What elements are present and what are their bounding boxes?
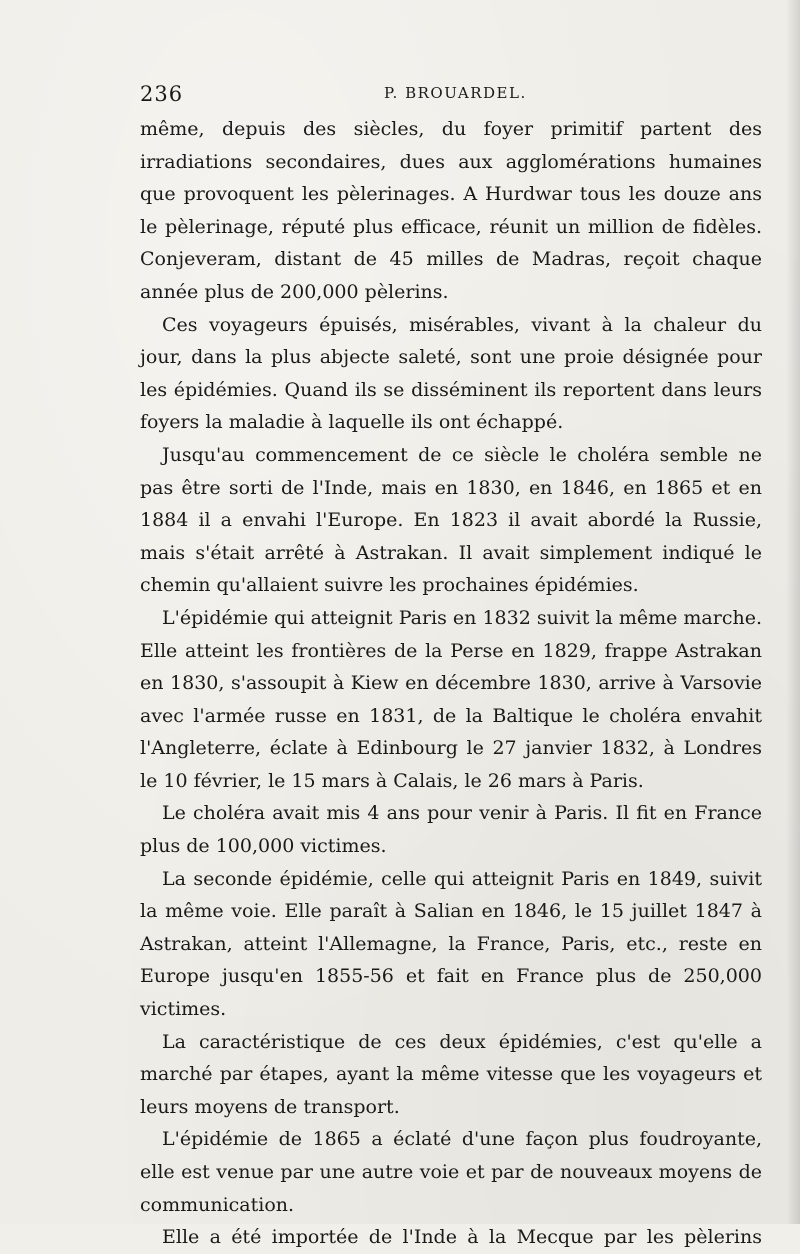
running-title: P. BROUARDEL. — [384, 84, 527, 102]
paragraph: Jusqu'au commencement de ce siècle le choléra semble ne pas être sorti de l'Inde, mais en 1830, en 1846, en 1865 et en 1884 il a envahi l'Europe. En 1823 il avait abordé la Russie, mais s'était arrêté à Astrakan. Il avait simplement indiqué le chemin qu'allaient suivre les prochaines épidémies. — [140, 443, 762, 597]
paragraph: L'épidémie qui atteignit Paris en 1832 suivit la même marche. Elle atteint les frontières de la Perse en 1829, frappe Astrakan en 1830, s'assoupit à Kiew en décembre 1830, arrive à Varsovie avec l'armée russe en 1831, de la Baltique le choléra envahit l'Angleterre, éclate à Edinbourg le 27 janvier 1832, à Londres le 10 février, le 15 mars à Calais, le 26 mars à Paris. — [140, 606, 762, 792]
paragraph: Elle a été importée de l'Inde à la Mecque par les pèlerins — [162, 1226, 762, 1249]
paragraph: Le choléra avait mis 4 ans pour venir à Paris. Il fit en France plus de 100,000 victimes. — [140, 802, 762, 858]
paragraph: La seconde épidémie, celle qui atteignit Paris en 1849, suivit la même voie. Elle paraît à Salian en 1846, le 15 juillet 1847 à Astrakan, atteint l'Allemagne, la France, Paris, etc., reste en Europe jusqu'en 1855-56 et fait en France plus de 250,000 victimes. — [140, 867, 762, 1021]
paragraph-continuation: même, depuis des siècles, du foyer primitif partent des irradiations secondaires, dues aux agglomérations humaines que provoquent les pèlerinages. A Hurdwar tous les douze ans le pèlerinage, réputé plus efficace, réunit un million de fidèles. Conjeveram, distant de 45 milles de Madras, reçoit chaque année plus de 200,000 pèlerins. — [140, 118, 762, 303]
paragraph: L'épidémie de 1865 a éclaté d'une façon plus foudroyante, elle est venue par une autre voie et par de nouveaux moyens de communication. — [140, 1128, 762, 1216]
paragraph: La caractéristique de ces deux épidémies, c'est qu'elle a marché par étapes, ayant la même vitesse que les voyageurs et leurs moyens de transport. — [140, 1030, 762, 1118]
page-number: 236 — [140, 82, 184, 106]
page-header — [140, 82, 762, 112]
body-text — [140, 113, 762, 1254]
paragraph: Ces voyageurs épuisés, misérables, vivant à la chaleur du jour, dans la plus abjecte saleté, sont une proie désignée pour les épidémies. Quand ils se disséminent ils reportent dans leurs foyers la maladie à laquelle ils ont échappé. — [140, 313, 762, 434]
page-edge-shadow — [786, 0, 800, 1224]
